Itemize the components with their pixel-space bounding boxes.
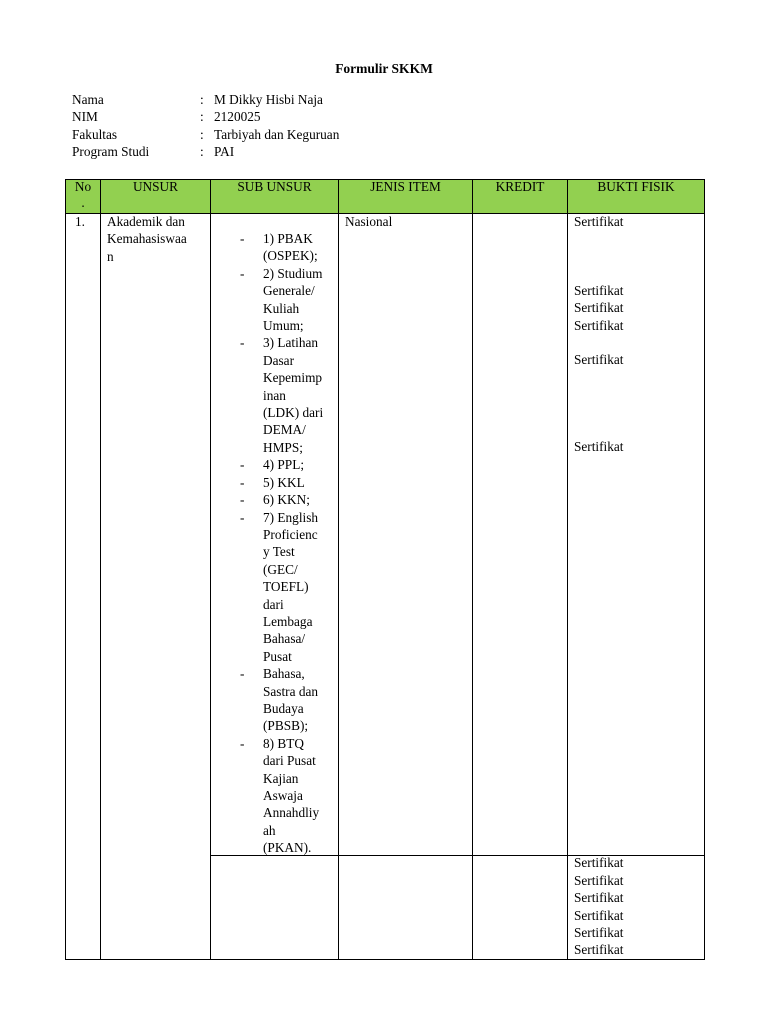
header-jenis-item: JENIS ITEM xyxy=(370,179,441,194)
sub-unsur-text: 1) PBAK (OSPEK); xyxy=(263,231,318,264)
student-info xyxy=(72,91,339,161)
info-row-nim xyxy=(72,108,339,125)
info-separator: : xyxy=(200,92,204,107)
list-item xyxy=(240,491,333,508)
info-label: Fakultas xyxy=(72,126,118,142)
list-item xyxy=(240,735,333,857)
info-value: 2120025 xyxy=(214,109,261,125)
bukti-fisik-entry: Sertifikat xyxy=(574,908,624,923)
list-item xyxy=(240,334,333,456)
sub-unsur-text: 4) PPL; xyxy=(263,457,305,473)
header-bukti-fisik: BUKTI FISIK xyxy=(597,179,675,194)
sub-unsur-text: 8) BTQ dari Pusat Kajian Aswaja Annahdliy ah (PKAN). xyxy=(263,735,320,856)
list-item xyxy=(240,474,333,491)
grid-line xyxy=(472,179,473,960)
grid-line xyxy=(65,959,705,960)
info-row-nama xyxy=(72,91,339,108)
info-row-fakultas xyxy=(72,126,339,143)
bullet-dash: - xyxy=(240,492,245,508)
sub-unsur-text: 3) Latihan Dasar Kepemimp inan (LDK) dari DEMA/ HMPS; xyxy=(263,335,324,455)
grid-line xyxy=(704,179,705,960)
bullet-dash: - xyxy=(240,509,245,525)
grid-line xyxy=(338,179,339,960)
form-title: Formulir SKKM xyxy=(335,61,433,76)
header-unsur: UNSUR xyxy=(132,179,179,194)
info-label: Program Studi xyxy=(72,144,150,160)
bukti-fisik-entry: Sertifikat xyxy=(574,873,624,888)
bullet-dash: - xyxy=(240,335,245,351)
list-item xyxy=(240,456,333,473)
grid-line xyxy=(567,179,568,960)
sub-unsur-text: 6) KKN; xyxy=(263,492,310,508)
info-label: Nama xyxy=(72,92,104,107)
bukti-fisik-entry: Sertifikat xyxy=(574,214,624,229)
grid-line xyxy=(65,179,66,960)
bullet-dash: - xyxy=(240,666,245,682)
info-separator: : xyxy=(200,144,204,160)
header-kredit: KREDIT xyxy=(495,179,545,194)
info-value: Tarbiyah dan Keguruan xyxy=(214,126,340,142)
bullet-dash: - xyxy=(240,231,245,246)
list-item xyxy=(240,665,333,735)
row1-unsur: Akademik dan Kemahasiswaa n xyxy=(107,214,187,264)
bullet-dash: - xyxy=(240,474,245,490)
bullet-dash: - xyxy=(240,457,245,473)
bullet-dash: - xyxy=(240,265,245,281)
sub-unsur-text: 7) English Proficienc y Test (GEC/ TOEFL) dari Lembaga Bahasa/ Pusat xyxy=(263,509,319,664)
bukti-fisik-entry: Sertifikat xyxy=(574,300,624,315)
bukti-fisik-entry: Sertifikat xyxy=(574,318,624,333)
grid-line xyxy=(100,179,101,960)
grid-line xyxy=(210,179,211,960)
row1-jenis-item: Nasional xyxy=(345,214,393,229)
bukti-fisik-entry: Sertifikat xyxy=(574,925,624,940)
sub-unsur-text: Bahasa, Sastra dan Budaya (PBSB); xyxy=(263,666,319,734)
sub-unsur-list xyxy=(240,230,333,857)
list-item xyxy=(240,230,333,265)
header-sub-unsur: SUB UNSUR xyxy=(237,179,312,194)
bukti-fisik-entry: Sertifikat xyxy=(574,942,624,957)
info-separator: : xyxy=(200,109,204,125)
info-separator: : xyxy=(200,126,204,142)
header-no: No . xyxy=(74,179,92,210)
row1-no: 1. xyxy=(75,214,85,229)
sub-unsur-text: 5) KKL xyxy=(263,474,305,490)
info-value: M Dikky Hisbi Naja xyxy=(214,92,323,107)
bukti-fisik-entry: Sertifikat xyxy=(574,855,624,870)
bullet-dash: - xyxy=(240,735,245,751)
info-row-program-studi xyxy=(72,143,339,160)
bukti-fisik-entry: Sertifikat xyxy=(574,439,624,454)
bukti-fisik-entry: Sertifikat xyxy=(574,890,624,905)
info-value: PAI xyxy=(214,144,235,160)
sub-unsur-text: 2) Studium Generale/ Kuliah Umum; xyxy=(263,265,323,334)
bukti-fisik-entry: Sertifikat xyxy=(574,352,624,367)
info-label: NIM xyxy=(72,109,98,125)
list-item xyxy=(240,265,333,335)
bukti-fisik-entry: Sertifikat xyxy=(574,283,624,298)
list-item xyxy=(240,509,333,666)
